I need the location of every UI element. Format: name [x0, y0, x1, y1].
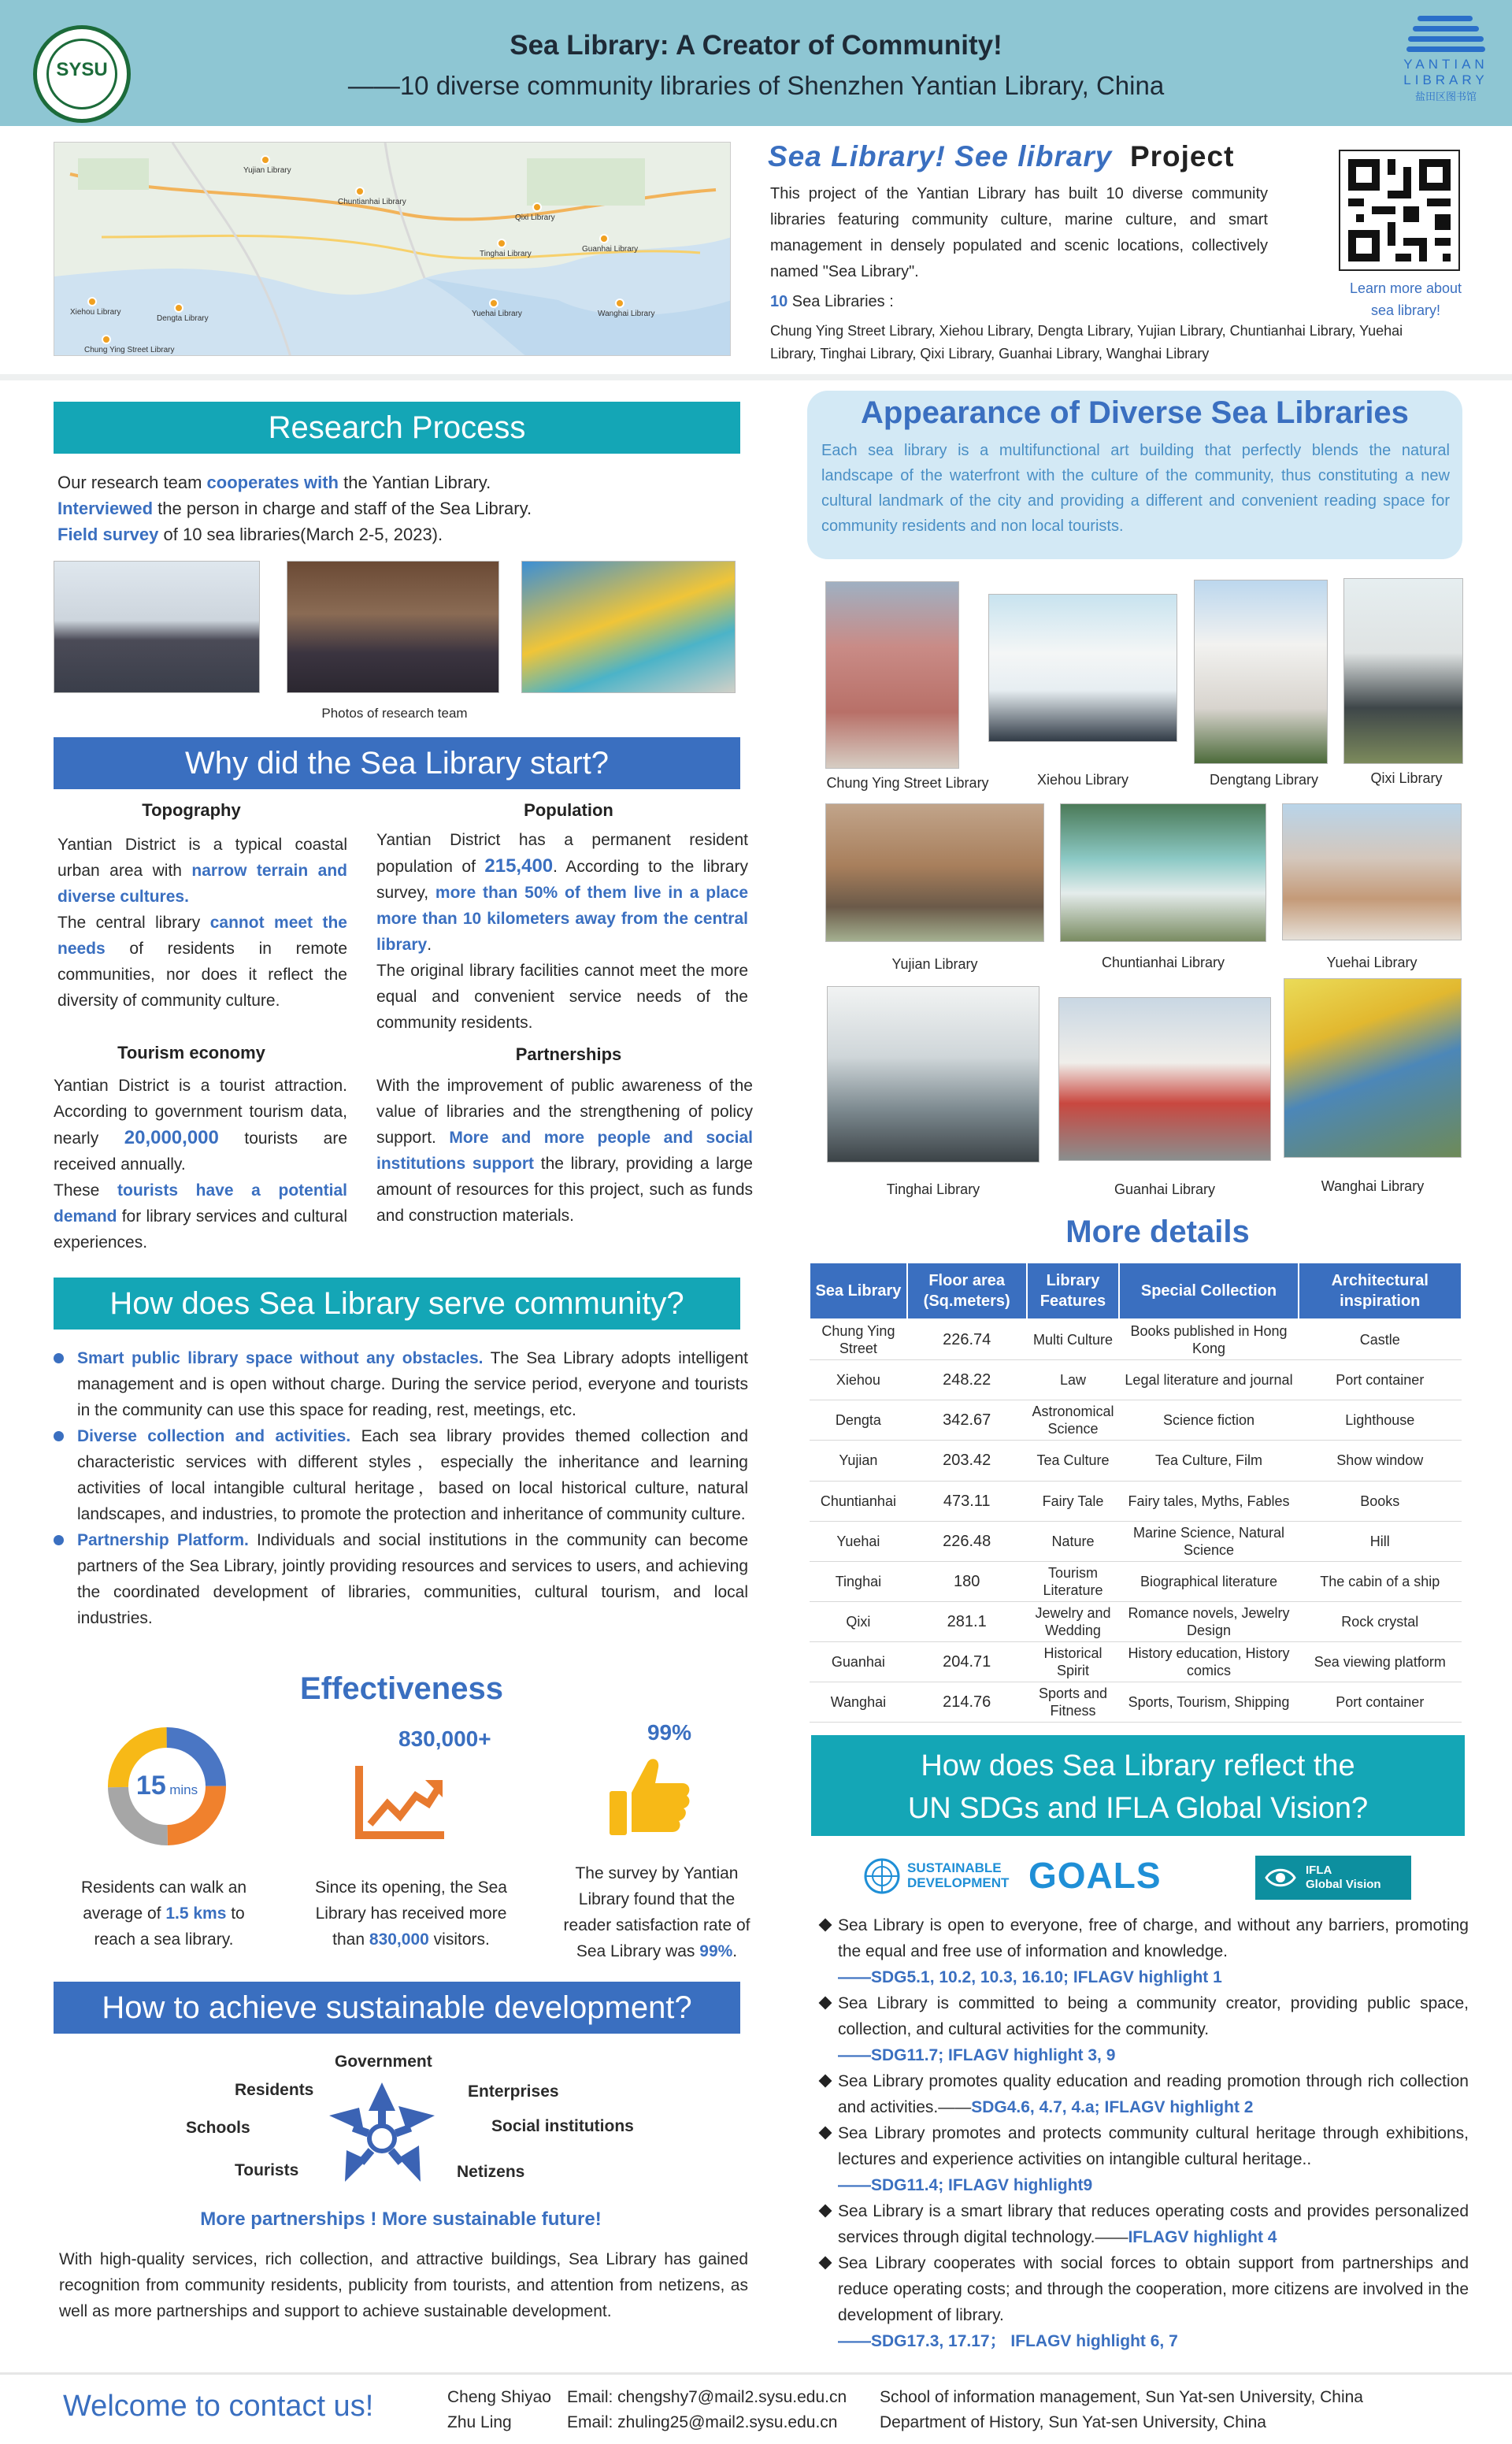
table-row — [810, 1521, 1462, 1561]
node-schools: Schools — [186, 2119, 250, 2137]
photo-caption: Chuntianhai Library — [1101, 955, 1225, 970]
table-cell: Science fiction — [1119, 1400, 1298, 1440]
research-team-photo-1 — [54, 561, 260, 693]
why-section-title: Why did the Sea Library start? — [54, 737, 740, 789]
university-seal-logo: SYSU — [33, 25, 131, 123]
node-social-institutions: Social institutions — [491, 2117, 634, 2135]
author-affiliation: School of information management, Sun Yat-sen University, China — [880, 2388, 1363, 2406]
table-cell: Show window — [1299, 1440, 1462, 1481]
table-cell: Sports and Fitness — [1027, 1682, 1120, 1722]
table-header-row — [810, 1263, 1462, 1319]
thumbs-up-icon — [606, 1753, 693, 1840]
map-pin-icon — [497, 239, 506, 248]
sustainable-body: With high-quality services, rich collection, and attractive buildings, Sea Library has gained recognition from community residents, publicity from tourists, and attention from netizens, as well as more partnerships and support to achieve sustainable development. — [59, 2250, 748, 2320]
table-cell: Castle — [1299, 1319, 1462, 1359]
table-cell: 473.11 — [907, 1481, 1027, 1521]
node-netizens: Netizens — [457, 2163, 525, 2181]
walk-time-readout: 15 mins — [135, 1771, 198, 1801]
map-pin-icon — [489, 299, 498, 308]
population-text: Yantian District has a permanent resident population of 215,400. According to the library survey, more than 50% of them live in a place more than 10 kilometers away from the central library. The original library facilities cannot meet the more equal and convenient service needs of the community residents. — [376, 831, 748, 1032]
map-pin-icon — [87, 297, 97, 306]
table-cell: Astronomical Science — [1027, 1400, 1120, 1440]
page-subtitle: ——10 diverse community libraries of Shenzhen Yantian Library, China — [347, 71, 1165, 100]
author-name: Zhu Ling — [447, 2413, 512, 2431]
map-label: Guanhai Library — [582, 245, 639, 254]
table-row — [810, 1601, 1462, 1641]
sustainable-section-title: How to achieve sustainable development? — [54, 1982, 740, 2034]
table-cell: Marine Science, Natural Science — [1119, 1521, 1298, 1561]
research-team-photo-3 — [521, 561, 736, 693]
dengtang-library-photo — [1194, 580, 1328, 764]
section-divider — [0, 374, 1512, 380]
visitors-caption: Since its opening, the Sea Library has received more than 830,000 visitors. — [314, 1878, 507, 1949]
map-pin-icon — [615, 299, 624, 308]
table-header: Sea Library — [810, 1263, 907, 1319]
list-item: Sea Library promotes and protects community cultural heritage through exhibitions, lectures and experience activities on intangible cultural heritage.. — [819, 2120, 1469, 2172]
table-cell: Books — [1299, 1481, 1462, 1521]
welcome-text: Welcome to contact us! — [63, 2390, 374, 2423]
sdg-reference: ——SDG5.1, 10.2, 10.3, 16.10; IFLAGV highlight 1 — [838, 1968, 1222, 1986]
population-heading: Population — [524, 800, 613, 820]
sdg-section-title: How does Sea Library reflect the UN SDGs and IFLA Global Vision? — [811, 1735, 1465, 1836]
un-sdg-logo: SUSTAINABLE DEVELOPMENT GOALS — [863, 1852, 1162, 1900]
sdg-reference: ——SDG11.4; IFLAGV highlight9 — [838, 2176, 1093, 2194]
table-cell: Fairy Tale — [1027, 1481, 1120, 1521]
map-label: Chuntianhai Library — [338, 198, 406, 206]
map-pin-icon — [102, 335, 111, 344]
qr-code-icon[interactable] — [1339, 150, 1460, 271]
library-count: 10 Sea Libraries : — [770, 293, 894, 310]
xiehou-library-photo — [988, 594, 1177, 742]
table-cell: Legal literature and journal — [1119, 1359, 1298, 1400]
photo-caption: Qixi Library — [1370, 770, 1443, 786]
chuntianhai-library-photo — [1060, 803, 1266, 942]
appearance-text: Each sea library is a multifunctional art building that perfectly blends the natural landscape of the waterfront with the culture of the community, thus constituting a new cultural landmark of the city and providing a different and convenient reading space for community residents and non local tourists. — [821, 442, 1450, 535]
sustainable-tagline: More partnerships ! More sustainable future! — [200, 2209, 602, 2230]
topography-text: Yantian District is a typical coastal urban area with narrow terrain and diverse cultures. The central library cannot meet the needs of residents in remote communities, nor does it reflect the diversity of community culture. — [57, 836, 347, 1010]
growth-chart-icon — [353, 1763, 447, 1841]
walk-caption: Residents can walk an average of 1.5 kms to reach a sea library. — [80, 1878, 247, 1949]
table-row — [810, 1400, 1462, 1440]
topography-heading: Topography — [142, 800, 241, 820]
author-email[interactable]: Email: zhuling25@mail2.sysu.edu.cn — [567, 2413, 838, 2431]
photo-caption: Tinghai Library — [886, 1181, 980, 1197]
map-label: Yujian Library — [243, 166, 291, 175]
serve-list — [54, 1345, 748, 1631]
node-residents: Residents — [235, 2081, 314, 2099]
table-cell: Chung Ying Street — [810, 1319, 907, 1359]
qixi-library-photo — [1343, 578, 1463, 764]
list-item: Sea Library is committed to being a community creator, providing public space, collection, and cultural activities for the community. — [819, 1990, 1469, 2042]
serve-section-title: How does Sea Library serve community? — [54, 1278, 740, 1330]
table-cell: Multi Culture — [1027, 1319, 1120, 1359]
map-pin-icon — [599, 234, 609, 243]
table-cell: 281.1 — [907, 1601, 1027, 1641]
library-list: Chung Ying Street Library, Xiehou Library, Dengta Library, Yujian Library, Chuntianhai Library, Yuehai Library, Tinghai Library, Qixi Library, Guanhai Library, Wanghai Library — [770, 323, 1403, 362]
table-header: Architectural inspiration — [1299, 1263, 1462, 1319]
map-pin-icon — [532, 202, 542, 212]
map-label: Wanghai Library — [598, 310, 655, 318]
tourism-text: Yantian District is a tourist attraction. According to government tourism data, nearly 20,000,000 tourists are received annually. These tourists have a potential demand for library services and cultural experiences. — [54, 1077, 347, 1252]
ifla-global-vision-logo: IFLA Global Vision — [1255, 1856, 1411, 1900]
yantian-library-logo: YANTIAN LIBRARY 盐田区图书馆 — [1402, 11, 1490, 121]
table-cell: Tea Culture — [1027, 1440, 1120, 1481]
photo-caption: Xiehou Library — [1036, 772, 1129, 788]
table-header: Special Collection — [1119, 1263, 1298, 1319]
author-email[interactable]: Email: chengshy7@mail2.sysu.edu.cn — [567, 2388, 847, 2406]
table-cell: Guanhai — [810, 1641, 907, 1682]
partnerships-text: With the improvement of public awareness of the value of libraries and the strengthening of policy support. More and more people and social institutions support the library, providing a large amount of resources for this project, such as funds and construction materials. — [376, 1077, 754, 1225]
satisfaction-caption: The survey by Yantian Library found that the reader satisfaction rate of Sea Library was 99%. — [563, 1864, 750, 1960]
sdg-list — [819, 1912, 1469, 2354]
yujian-library-photo — [825, 803, 1044, 942]
table-row — [810, 1319, 1462, 1359]
table-row — [810, 1440, 1462, 1481]
clock-ring-icon — [104, 1723, 230, 1849]
node-tourists: Tourists — [235, 2161, 299, 2179]
node-enterprises: Enterprises — [468, 2082, 559, 2101]
visitors-number: 830,000+ — [398, 1726, 491, 1751]
appearance-title: Appearance of Diverse Sea Libraries — [861, 395, 1409, 430]
map-label: Qixi Library — [515, 213, 555, 222]
page-title: Sea Library: A Creator of Community! — [510, 30, 1002, 61]
table-row — [810, 1481, 1462, 1521]
research-team-photo-2 — [287, 561, 499, 693]
footer-divider — [0, 2372, 1512, 2375]
qr-pattern — [1340, 151, 1458, 269]
table-cell: The cabin of a ship — [1299, 1561, 1462, 1601]
research-section-title: Research Process — [54, 402, 740, 454]
table-cell: Nature — [1027, 1521, 1120, 1561]
table-cell: Hill — [1299, 1521, 1462, 1561]
list-item: Partnership Platform. Individuals and social institutions in the community can become partners of the Sea Library, jointly providing resources and services to users, and achieving the coordinated development of libraries, communities, cultural tourism, and local industries. — [54, 1527, 748, 1631]
sdg-reference: ——SDG11.7; IFLAGV highlight 3, 9 — [838, 2046, 1116, 2064]
map-label: Dengta Library — [157, 314, 209, 323]
table-cell: Qixi — [810, 1601, 907, 1641]
table-cell: Biographical literature — [1119, 1561, 1298, 1601]
effectiveness-title: Effectiveness — [300, 1671, 503, 1706]
partnership-hands-icon — [323, 2079, 441, 2197]
partnerships-heading: Partnerships — [515, 1044, 622, 1064]
list-item: Smart public library space without any obstacles. The Sea Library adopts intelligent management and is open without charge. During the service period, everyone and tourists in the community can use this space for reading, rest, meetings, etc. — [54, 1345, 748, 1423]
photo-caption: Wanghai Library — [1321, 1178, 1425, 1194]
table-cell: Sports, Tourism, Shipping — [1119, 1682, 1298, 1722]
table-cell: Dengta — [810, 1400, 907, 1440]
node-government: Government — [335, 2053, 432, 2071]
list-item: Sea Library cooperates with social forces to obtain support from partnerships and reduce operating costs; and through the cooperation, more citizens are involved in the development of library. — [819, 2250, 1469, 2328]
table-cell: 180 — [907, 1561, 1027, 1601]
research-text: Our research team cooperates with the Yantian Library. Interviewed the person in charge and staff of the Sea Library. Field survey of 10 sea libraries(March 2-5, 2023). — [57, 473, 532, 544]
list-item: Sea Library is open to everyone, free of charge, and without any barriers, promoting the equal and free use of information and knowledge. — [819, 1912, 1469, 1964]
table-row — [810, 1561, 1462, 1601]
table-cell: 248.22 — [907, 1359, 1027, 1400]
table-row — [810, 1359, 1462, 1400]
tinghai-library-photo — [827, 986, 1040, 1163]
author-affiliation: Department of History, Sun Yat-sen University, China — [880, 2413, 1266, 2431]
table-cell: Xiehou — [810, 1359, 907, 1400]
table-cell: Chuntianhai — [810, 1481, 907, 1521]
chung-ying-street-library-photo — [825, 581, 959, 769]
map-label: Xiehou Library — [70, 308, 121, 317]
table-cell: 214.76 — [907, 1682, 1027, 1722]
photo-caption: Yuehai Library — [1326, 955, 1418, 970]
table-cell: Port container — [1299, 1359, 1462, 1400]
table-row — [810, 1682, 1462, 1722]
table-cell: Yuehai — [810, 1521, 907, 1561]
table-header: Floor area (Sq.meters) — [907, 1263, 1027, 1319]
photo-caption: Dengtang Library — [1209, 772, 1319, 788]
table-cell: Tinghai — [810, 1561, 907, 1601]
map-pin-icon — [355, 187, 365, 196]
photo-caption: Chung Ying Street Library — [826, 775, 989, 791]
table-cell: Tea Culture, Film — [1119, 1440, 1298, 1481]
qr-caption: Learn more about sea library! — [1349, 280, 1462, 318]
table-cell: 342.67 — [907, 1400, 1027, 1440]
photo-caption: Photos of research team — [321, 706, 468, 721]
table-cell: 204.71 — [907, 1641, 1027, 1682]
author-name: Cheng Shiyao — [447, 2388, 551, 2406]
table-cell: Yujian — [810, 1440, 907, 1481]
table-cell: Tourism Literature — [1027, 1561, 1120, 1601]
project-title: Sea Library! See library Project — [768, 140, 1235, 172]
photo-caption: Yujian Library — [891, 956, 978, 972]
table-cell: Wanghai — [810, 1682, 907, 1722]
sdg-reference: ——SDG17.3, 17.17； IFLAGV highlight 6, 7 — [838, 2332, 1178, 2350]
table-cell: Port container — [1299, 1682, 1462, 1722]
table-cell: History education, History comics — [1119, 1641, 1298, 1682]
library-location-map — [54, 142, 731, 356]
wanghai-library-photo — [1284, 978, 1462, 1158]
map-label: Yuehai Library — [472, 310, 522, 318]
list-item: Sea Library promotes quality education and reading promotion through rich collection and activities.——SDG4.6, 4.7, 4.a; IFLAGV highlight 2 — [819, 2068, 1469, 2120]
table-cell: Books published in Hong Kong — [1119, 1319, 1298, 1359]
map-label: Tinghai Library — [480, 250, 532, 258]
table-row — [810, 1641, 1462, 1682]
table-cell: Lighthouse — [1299, 1400, 1462, 1440]
table-cell: Historical Spirit — [1027, 1641, 1120, 1682]
header-band — [0, 0, 1512, 126]
table-cell: 203.42 — [907, 1440, 1027, 1481]
map-pin-icon — [174, 303, 183, 313]
table-cell: 226.48 — [907, 1521, 1027, 1561]
details-title: More details — [1065, 1215, 1250, 1249]
project-description: This project of the Yantian Library has built 10 diverse community libraries featuring community culture, marine culture, and smart management in densely populated and scenic locations, collectively named "Sea Library". — [770, 185, 1268, 280]
satisfaction-number: 99% — [647, 1720, 692, 1745]
table-cell: Fairy tales, Myths, Fables — [1119, 1481, 1298, 1521]
table-cell: Rock crystal — [1299, 1601, 1462, 1641]
photo-caption: Guanhai Library — [1114, 1181, 1216, 1197]
map-label: Chung Ying Street Library — [84, 346, 175, 354]
table-cell: Jewelry and Wedding — [1027, 1601, 1120, 1641]
yuehai-library-photo — [1282, 803, 1462, 940]
table-cell: 226.74 — [907, 1319, 1027, 1359]
map-pin-icon — [261, 155, 270, 165]
details-table — [809, 1262, 1462, 1723]
table-cell: Law — [1027, 1359, 1120, 1400]
guanhai-library-photo — [1058, 997, 1271, 1161]
list-item: Diverse collection and activities. Each sea library provides themed collection and characteristic services with different styles，especially the inheritance and learning activities of local intangible cultural heritage，based on local historical culture, natural landscapes, and industries, to promote the protection and inheritance of community culture. — [54, 1423, 748, 1527]
tourism-heading: Tourism economy — [117, 1043, 265, 1063]
list-item: Sea Library is a smart library that reduces operating costs and provides personalized services through digital technology.——IFLAGV highlight 4 — [819, 2198, 1469, 2250]
table-header: Library Features — [1027, 1263, 1120, 1319]
table-cell: Romance novels, Jewelry Design — [1119, 1601, 1298, 1641]
table-cell: Sea viewing platform — [1299, 1641, 1462, 1682]
